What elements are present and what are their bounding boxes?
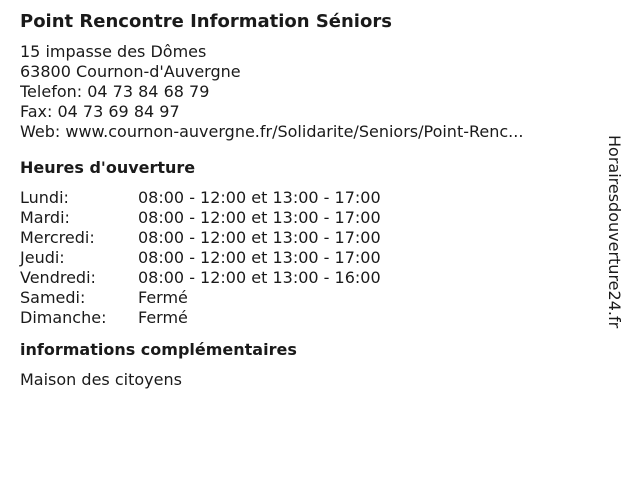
hours-day-label: Lundi:: [20, 188, 69, 207]
hours-row-jeudi: [20, 248, 600, 268]
hours-row-mardi: [20, 208, 600, 228]
hours-day-label: Mardi:: [20, 208, 70, 227]
extra-info-text: Maison des citoyens: [20, 370, 182, 389]
hours-row-dimanche: [20, 308, 600, 328]
hours-value: 08:00 - 12:00 et 13:00 - 17:00: [138, 208, 381, 227]
hours-heading: Heures d'ouverture: [20, 158, 196, 177]
street-address: 15 impasse des Dômes: [20, 42, 207, 61]
hours-value: 08:00 - 12:00 et 13:00 - 17:00: [138, 248, 381, 267]
hours-day-label: Samedi:: [20, 288, 86, 307]
hours-value: 08:00 - 12:00 et 13:00 - 17:00: [138, 228, 381, 247]
hours-value: 08:00 - 12:00 et 13:00 - 17:00: [138, 188, 381, 207]
hours-value: 08:00 - 12:00 et 13:00 - 16:00: [138, 268, 381, 287]
fax-number: Fax: 04 73 69 84 97: [20, 102, 180, 121]
extra-info-heading: informations complémentaires: [20, 340, 297, 359]
hours-row-samedi: [20, 288, 600, 308]
hours-table: [20, 188, 600, 328]
hours-value: Fermé: [138, 308, 188, 327]
hours-day-label: Vendredi:: [20, 268, 96, 287]
hours-row-vendredi: [20, 268, 600, 288]
hours-value: Fermé: [138, 288, 188, 307]
website-link[interactable]: Web: www.cournon-auvergne.fr/Solidarite/Seniors/Point-Renc...: [20, 122, 524, 141]
hours-row-lundi: [20, 188, 600, 208]
hours-row-mercredi: [20, 228, 600, 248]
address-block: [20, 42, 600, 142]
hours-day-label: Jeudi:: [20, 248, 65, 267]
page-title: Point Rencontre Information Séniors: [20, 11, 392, 32]
phone-number[interactable]: Telefon: 04 73 84 68 79: [20, 82, 210, 101]
listing-card: [20, 10, 600, 390]
city-address: 63800 Cournon-d'Auvergne: [20, 62, 241, 81]
site-watermark: Horairesdouverture24.fr: [605, 135, 624, 329]
hours-day-label: Dimanche:: [20, 308, 107, 327]
hours-day-label: Mercredi:: [20, 228, 95, 247]
